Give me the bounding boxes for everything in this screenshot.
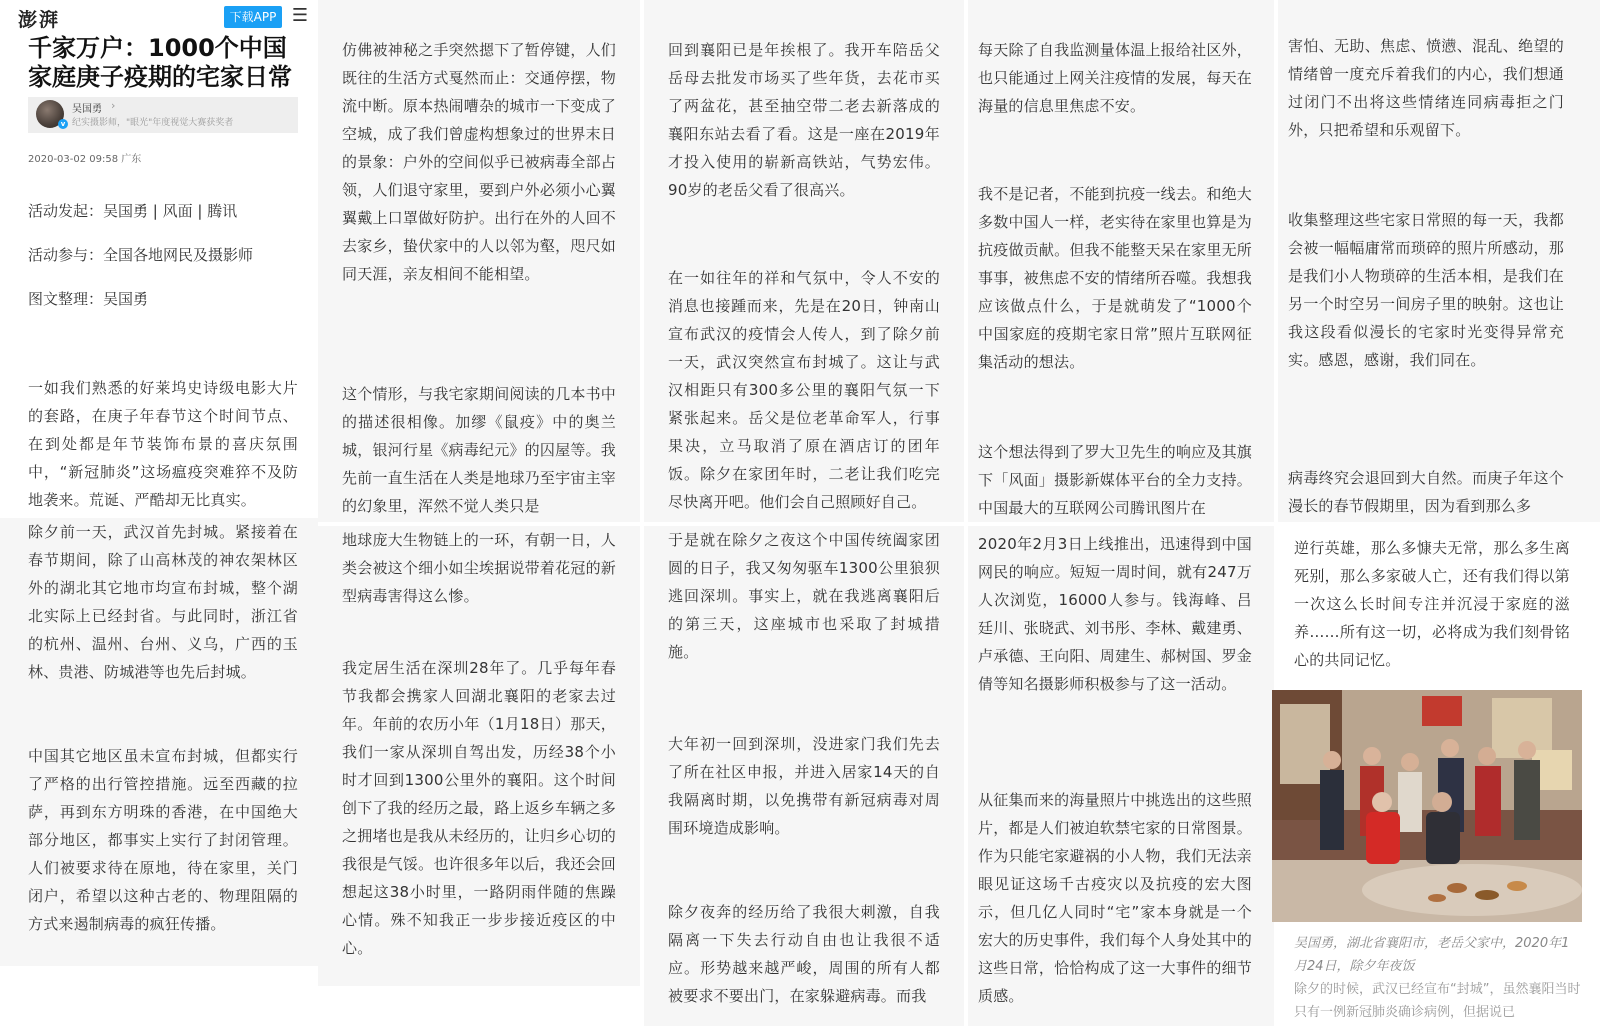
author-description: 纪实摄影师，"眼光"年度视觉大赛获奖者	[72, 118, 234, 128]
paragraph: 除夕夜奔的经历给了我很大刺激，自我隔离一下失去行动自由也让我很不适应。形势越来越严峻，周围的所有人都被要求不要出门，在家躲避病毒。而我	[668, 903, 940, 1005]
column-4-top	[968, 0, 1274, 522]
author-name[interactable]: 吴国勇	[72, 104, 102, 115]
paragraph: 我定居生活在深圳28年了。几乎每年春节我都会携家人回湖北襄阳的老家去过年。年前的农历小年（1月18日）那天，我们一家从深圳自驾出发，历经38个小时才回到1300公里外的襄阳。这个时间创下了我的经历之最，路上返乡车辆之多之拥堵也是我从未经历的，让归乡心切的我很是气馁。也许很多年以后，我还会回想起这38小时里，一路阴雨伴随的焦躁心情。殊不知我正一步步接近疫区的中心。	[342, 659, 616, 957]
column-3-top	[644, 0, 964, 522]
paragraph: 地球庞大生物链上的一环，有朝一日，人类会被这个细小如尘埃据说带着花冠的新型病毒害得这么惨。	[342, 531, 616, 605]
family-photo[interactable]	[1272, 690, 1582, 922]
paragraph: 这个想法得到了罗大卫先生的响应及其旗下「风面」摄影新媒体平台的全力支持。中国最大的互联网公司腾讯图片在	[978, 443, 1252, 517]
paragraph: 回到襄阳已是年挨根了。我开车陪岳父岳母去批发市场买了些年货，去花市买了两盆花，甚至抽空带二老去新落成的襄阳东站去看了看。这是一座在2019年才投入使用的崭新高铁站，气势宏伟。90岁的老岳父看了很高兴。	[668, 41, 940, 199]
chevron-right-icon: ›	[111, 99, 116, 112]
paragraph: 我不是记者，不能到抗疫一线去。和绝大多数中国人一样，老实待在家里也算是为抗疫做贡献。但我不能整天呆在家里无所事事，被焦虑不安的情绪所吞噬。我想我应该做点什么，于是就萌发了“1000个中国家庭的疫期宅家日常”照片互联网征集活动的想法。	[978, 185, 1252, 371]
paragraph: 病毒终究会退回到大自然。而庚子年这个漫长的春节假期里，因为看到那么多	[1288, 469, 1564, 515]
paragraph: 这个情形，与我宅家期间阅读的几本书中的描述很相像。加缪《鼠疫》中的奥兰城，银河行星《病毒纪元》的囚屋等。我先前一直生活在人类是地球乃至宇宙主宰的幻象里，浑然不觉人类只是	[342, 385, 616, 515]
column-1-bottom	[0, 518, 318, 966]
paragraph: 于是就在除夕之夜这个中国传统阖家团圆的日子，我又匆匆驱车1300公里狼狈逃回深圳。事实上，就在我逃离襄阳后的第三天，这座城市也采取了封城措施。	[668, 531, 940, 661]
paragraph: 2020年2月3日上线推出，迅速得到中国网民的响应。短短一周时间，就有247万人次浏览，16000人参与。钱海峰、吕廷川、张晓武、刘书彤、李林、戴建勇、卢承德、王向阳、周建生、郝树国、罗金倩等知名摄影师积极参与了这一活动。	[978, 535, 1252, 693]
thepaper-logo[interactable]: 澎湃	[18, 9, 61, 31]
paragraph: 仿佛被神秘之手突然摁下了暂停键，人们既往的生活方式戛然而止：交通停摆，物流中断。原本热闹嘈杂的城市一下变成了空城，成了我们曾虚构想象过的世界末日的景象：户外的空间似乎已被病毒全部占领，人们退守家里，要到户外必须小心翼翼戴上口罩做好防护。出行在外的人回不去家乡，蛰伏家中的人以邻为壑，咫尺如同天涯，亲友相间不能相望。	[342, 41, 616, 283]
download-app-button[interactable]: 下载APP	[224, 6, 282, 28]
paragraph: 中国其它地区虽未宣布封城，但都实行了严格的出行管控措施。远至西藏的拉萨，再到东方明珠的香港，在中国绝大部分地区，都事实上实行了封闭管理。人们被要求待在原地，待在家里，关门闭户，希望以这种古老的、物理阻隔的方式来遏制病毒的疯狂传播。	[28, 747, 298, 933]
column-2-top	[318, 0, 640, 522]
publish-date: 2020-03-02 09:58 广东	[28, 154, 142, 165]
meta-participants: 活动参与：全国各地网民及摄影师	[28, 246, 254, 264]
paragraph: 逆行英雄，那么多慷夫无常，那么多生离死别，那么多家破人亡，还有我们得以第一次这么长时间专注并沉浸于家庭的滋养……所有这一切，必将成为我们刻骨铭心的共同记忆。	[1294, 539, 1570, 669]
photo-caption: 吴国勇，湖北省襄阳市，老岳父家中，2020年1月24日，除夕年夜饭	[1294, 936, 1570, 974]
column-2-bottom	[318, 526, 640, 986]
paragraph: 在一如往年的祥和气氛中，令人不安的消息也接踵而来，先是在20日，钟南山宣布武汉的疫情会人传人，到了除夕前一天，武汉突然宣布封城了。这让与武汉相距只有300多公里的襄阳气氛一下紧张起来。岳父是位老革命军人，行事果决，立马取消了原在酒店订的团年饭。除夕在家团年时，二老让我们吃完尽快离开吧。他们会自己照顾好自己。	[668, 269, 940, 511]
article-title: 千家万户：1000个中国家庭庚子疫期的宅家日常	[28, 34, 292, 91]
paragraph: 害怕、无助、焦虑、愤懑、混乱、绝望的情绪曾一度充斥着我们的内心，我们想通过闭门不出将这些情绪连同病毒拒之门外，只把希望和乐观留下。	[1288, 37, 1564, 139]
column-5-top	[1278, 0, 1600, 522]
author-card[interactable]	[28, 97, 298, 133]
column-3-bottom	[644, 526, 964, 1026]
paragraph: 收集整理这些宅家日常照的每一天，我都会被一幅幅庸常而琐碎的照片所感动，那是我们小人物琐碎的生活本相，是我们在另一个时空另一间房子里的映射。这也让我这段看似漫长的宅家时光变得异常充实。感恩，感谢，我们同在。	[1288, 211, 1564, 369]
meta-editor: 图文整理：吴国勇	[28, 290, 149, 308]
paragraph: 每天除了自我监测量体温上报给社区外，也只能通过上网关注疫情的发展，每天在海量的信息里焦虑不安。	[978, 41, 1252, 115]
paragraph: 从征集而来的海量照片中挑选出的这些照片，都是人们被迫软禁宅家的日常图景。作为只能宅家避祸的小人物，我们无法亲眼见证这场千古疫灾以及抗疫的宏大图示，但几亿人同时“宅”家本身就是一个宏大的历史事件，我们每个人身处其中的这些日常，恰恰构成了这一大事件的细节质感。	[978, 791, 1252, 1005]
photo-description: 除夕的时候，武汉已经宣布“封城”，虽然襄阳当时只有一例新冠肺炎确诊病例，但据说已	[1294, 982, 1581, 1020]
column-4-bottom	[968, 526, 1274, 1026]
top-bar	[0, 0, 318, 34]
paragraph: 一如我们熟悉的好莱坞史诗级电影大片的套路，在庚子年春节这个时间节点、在到处都是年节装饰布景的喜庆氛围中，“新冠肺炎”这场瘟疫突难猝不及防地袭来。荒诞、严酷却无比真实。	[28, 379, 298, 509]
paragraph: 除夕前一天，武汉首先封城。紧接着在春节期间，除了山高林茂的神农架林区外的湖北其它地市均宣布封城，整个湖北实际上已经封省。与此同时，浙江省的杭州、温州、台州、义乌，广西的玉林、贵港、防城港等也先后封城。	[28, 523, 298, 681]
paragraph: 大年初一回到深圳，没进家门我们先去了所在社区申报，并进入居家14天的自我隔离时期，以免携带有新冠病毒对周围环境造成影响。	[668, 735, 940, 837]
verified-icon: v	[58, 119, 68, 129]
meta-initiator: 活动发起：吴国勇 | 风面 | 腾讯	[28, 202, 238, 220]
family-photo-drawing	[1272, 690, 1582, 922]
hamburger-icon[interactable]: ☰	[291, 5, 309, 26]
